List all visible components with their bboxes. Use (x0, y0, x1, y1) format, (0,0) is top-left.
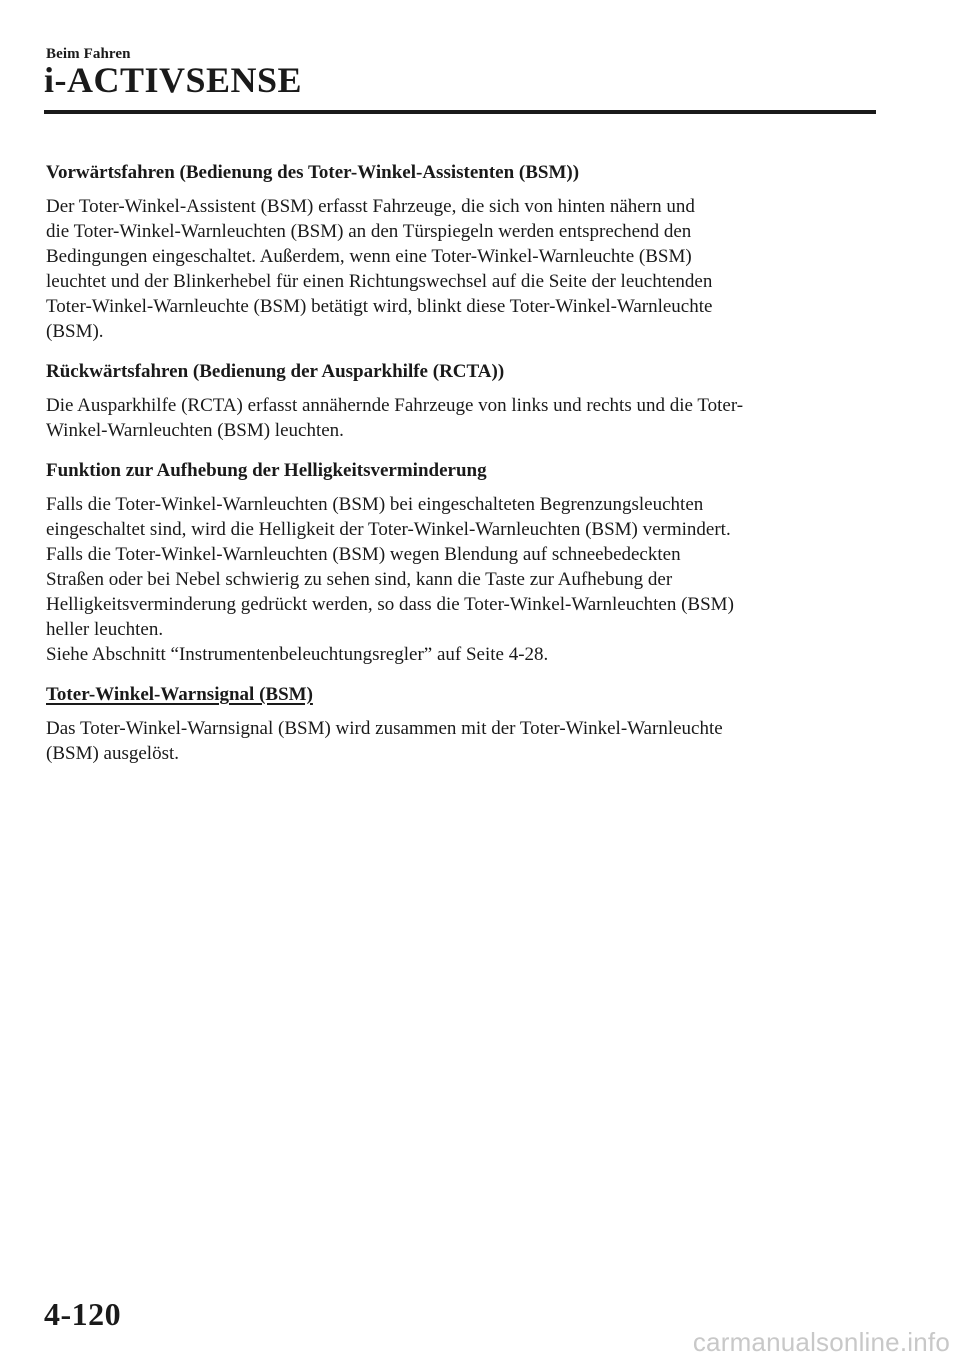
section-heading: Rückwärtsfahren (Bedienung der Ausparkhilfe (RCTA)) (46, 361, 505, 382)
paragraph-line: eingeschaltet sind, wird die Helligkeit der Toter-Winkel-Warnleuchten (BSM) vermindert. (46, 519, 731, 540)
section-paragraph (46, 393, 876, 443)
section-paragraph (46, 194, 876, 344)
paragraph-line: Die Ausparkhilfe (RCTA) erfasst annähernde Fahrzeuge von links und rechts und die Toter- (46, 395, 744, 416)
page-title: i-ACTIVSENSE (44, 60, 303, 100)
paragraph-line: Falls die Toter-Winkel-Warnleuchten (BSM) bei eingeschalteten Begrenzungsleuchten (46, 494, 704, 515)
section-heading: Toter-Winkel-Warnsignal (BSM) (46, 684, 313, 705)
document-body (46, 160, 876, 781)
paragraph-line: Falls die Toter-Winkel-Warnleuchten (BSM) wegen Blendung auf schneebedeckten (46, 544, 681, 565)
cross-reference-line: Siehe Abschnitt “Instrumentenbeleuchtungsregler” auf Seite 4-28. (46, 644, 549, 665)
paragraph-line: die Toter-Winkel-Warnleuchten (BSM) an den Türspiegeln werden entsprechend den (46, 221, 692, 242)
section-forward-driving (46, 160, 876, 344)
paragraph-line: Helligkeitsverminderung gedrückt werden, so dass die Toter-Winkel-Warnleuchten (BSM) (46, 594, 734, 615)
paragraph-line: Der Toter-Winkel-Assistent (BSM) erfasst Fahrzeuge, die sich von hinten nähern und (46, 196, 695, 217)
section-reverse-driving (46, 359, 876, 443)
paragraph-line: heller leuchten. (46, 619, 164, 640)
paragraph-line: Bedingungen eingeschaltet. Außerdem, wenn eine Toter-Winkel-Warnleuchte (BSM) (46, 246, 692, 267)
section-paragraph (46, 492, 876, 667)
paragraph-line: Toter-Winkel-Warnleuchte (BSM) betätigt wird, blinkt diese Toter-Winkel-Warnleuchte (46, 296, 713, 317)
section-paragraph (46, 716, 876, 766)
section-dimmer-cancel (46, 458, 876, 667)
paragraph-line: (BSM) ausgelöst. (46, 743, 179, 764)
section-warning-sound (46, 682, 876, 766)
paragraph-line: (BSM). (46, 321, 104, 342)
paragraph-line: Straßen oder bei Nebel schwierig zu sehen sind, kann die Taste zur Aufhebung der (46, 569, 673, 590)
paragraph-line: leuchtet und der Blinkerhebel für einen Richtungswechsel auf die Seite der leuchtenden (46, 271, 713, 292)
paragraph-line: Winkel-Warnleuchten (BSM) leuchten. (46, 420, 344, 441)
watermark: carmanualsonline.info (692, 1327, 950, 1357)
paragraph-line: Das Toter-Winkel-Warnsignal (BSM) wird zusammen mit der Toter-Winkel-Warnleuchte (46, 718, 723, 739)
header-section-label: Beim Fahren (46, 46, 131, 62)
section-heading: Vorwärtsfahren (Bedienung des Toter-Winkel-Assistenten (BSM)) (46, 162, 580, 183)
header-divider (44, 110, 876, 114)
section-heading: Funktion zur Aufhebung der Helligkeitsverminderung (46, 460, 487, 481)
page-number: 4-120 (44, 1296, 122, 1332)
